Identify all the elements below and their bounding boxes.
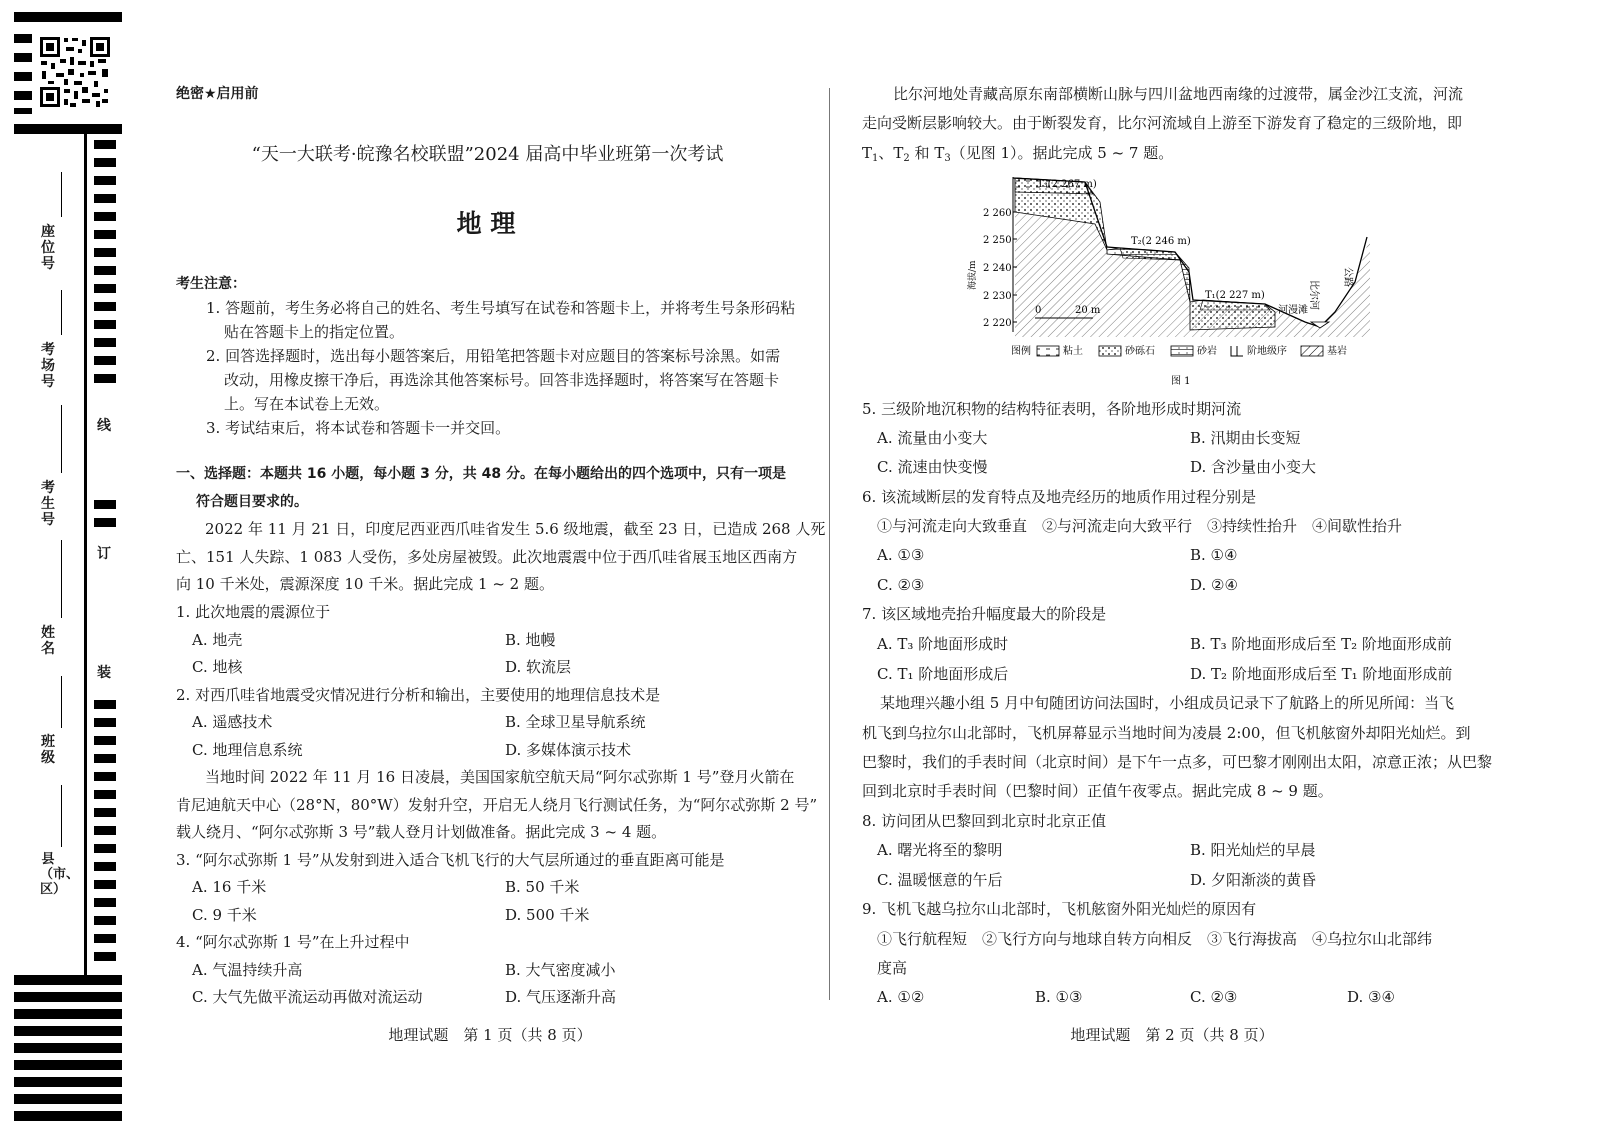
county-label: 县（市、区） <box>40 852 80 897</box>
q9-stem: 9. 飞机飞越乌拉尔山北部时，飞机舷窗外阳光灿烂的原因有 <box>862 900 1257 918</box>
q6-option-c[interactable]: C. ②③ <box>877 576 925 594</box>
notice-3: 3. 考试结束后，将本试卷和答题卡一并交回。 <box>206 419 511 437</box>
exam-title: “天一大联考·皖豫名校联盟”2024 届高中毕业班第一次考试 <box>251 144 724 165</box>
notice-1b: 贴在答题卡上的指定位置。 <box>224 323 405 341</box>
q6-option-b[interactable]: B. ①④ <box>1190 546 1238 564</box>
legend-gravel: 砂砾石 <box>1125 346 1155 357</box>
q2-option-d[interactable]: D. 多媒体演示技术 <box>505 741 632 759</box>
subject-title: 地 理 <box>456 209 516 238</box>
q4-option-b[interactable]: B. 大气密度减小 <box>505 961 616 979</box>
q9-statements-1: ①飞行航程短 ②飞行方向与地球自转方向相反 ③飞行海拔高 ④乌拉尔山北部纬 <box>877 930 1433 948</box>
legend-bedrock: 基岩 <box>1327 346 1347 357</box>
q5-option-d[interactable]: D. 含沙量由小变大 <box>1190 458 1317 476</box>
passage3-l3: $T_1$、$T_2$ 和 $T_3$（见图 1）。据此完成 5 ~ 7 题。 <box>862 144 1174 164</box>
passage1-l2: 亡、151 人失踪、1 083 人受伤，多处房屋被毁。此次地震震中位于西爪哇省展玉地区西南方 <box>176 548 798 566</box>
seat-label: 座位号 <box>41 224 55 272</box>
q9-option-a[interactable]: A. ①② <box>877 988 925 1006</box>
q5-stem: 5. 三级阶地沉积物的结构特征表明，各阶地形成时期河流 <box>862 400 1242 418</box>
examinee-label: 考生号 <box>41 480 55 528</box>
scale-zero: 0 <box>1035 305 1042 316</box>
t2-label: T₂(2 246 m) <box>1131 236 1191 247</box>
q9-option-b[interactable]: B. ①③ <box>1035 988 1083 1006</box>
y-axis-label: 海拔/m <box>968 260 978 290</box>
q3-stem: 3. “阿尔忒弥斯 1 号”从发射到进入适合飞机飞行的大气层所通过的垂直距离可能是 <box>176 851 725 869</box>
legend-title: 图例 <box>1011 346 1031 357</box>
q2-option-b[interactable]: B. 全球卫星导航系统 <box>505 713 646 731</box>
page2-footer: 地理试题 第 2 页（共 8 页） <box>1070 1026 1274 1044</box>
passage1-l1: 2022 年 11 月 21 日，印度尼西亚西爪哇省发生 5.6 级地震，截至 23 日，已造成 268 人死 <box>205 520 826 538</box>
tick-2220: 2 220 <box>983 318 1012 329</box>
q9-option-c[interactable]: C. ②③ <box>1190 988 1238 1006</box>
q7-stem: 7. 该区域地壳抬升幅度最大的阶段是 <box>862 605 1107 623</box>
q1-stem: 1. 此次地震的震源位于 <box>176 603 331 621</box>
floodplain-label: 河漫滩 <box>1278 305 1308 316</box>
q3-option-d[interactable]: D. 500 千米 <box>505 906 590 924</box>
notice-2a: 2. 回答选择题时，选出每小题答案后，用铅笔把答题卡对应题目的答案标号涂黑。如需 <box>206 347 781 365</box>
tick-2250: 2 250 <box>983 235 1012 246</box>
secret-label: 绝密★启用前 <box>176 86 259 102</box>
name-label: 姓名 <box>41 625 55 657</box>
passage2-l3: 载人绕月、“阿尔忒弥斯 3 号”载人登月计划做准备。据此完成 3 ~ 4 题。 <box>176 823 667 841</box>
q7-option-a[interactable]: A. T₃ 阶地面形成时 <box>877 635 1009 653</box>
passage1-l3: 向 10 千米处，震源深度 10 千米。据此完成 1 ~ 2 题。 <box>176 575 554 593</box>
legend-terrace: 阶地级序 <box>1247 346 1287 357</box>
notice-1a: 1. 答题前，考生务必将自己的姓名、考生号填写在试卷和答题卡上，并将考生号条形码粘 <box>206 299 796 317</box>
passage2-l1: 当地时间 2022 年 11 月 16 日凌晨，美国国家航空航天局“阿尔忒弥斯 1 号”登月火箭在 <box>205 768 795 786</box>
room-label: 考场号 <box>41 342 55 390</box>
q2-option-a[interactable]: A. 遥感技术 <box>192 713 273 731</box>
q4-option-c[interactable]: C. 大气先做平流运动再做对流运动 <box>192 988 423 1006</box>
passage4-l4: 回到北京时手表时间（巴黎时间）正值午夜零点。据此完成 8 ~ 9 题。 <box>862 782 1333 800</box>
t1-label: T₁(2 227 m) <box>1205 290 1265 301</box>
q3-option-b[interactable]: B. 50 千米 <box>505 878 580 896</box>
q1-option-b[interactable]: B. 地幔 <box>505 631 556 649</box>
class-label: 班级 <box>41 734 55 766</box>
passage4-l2: 机飞到乌拉尔山北部时，飞机屏幕显示当地时间为凌晨 2:00，但飞机舷窗外却阳光灿烂。到 <box>862 724 1471 742</box>
q8-option-c[interactable]: C. 温暖惬意的午后 <box>877 871 1003 889</box>
q5-option-c[interactable]: C. 流速由快变慢 <box>877 458 988 476</box>
q4-option-a[interactable]: A. 气温持续升高 <box>192 961 303 979</box>
figure-caption: 图 1 <box>1171 376 1191 387</box>
q9-option-d[interactable]: D. ③④ <box>1347 988 1395 1006</box>
q9-statements-2: 度高 <box>877 959 908 977</box>
passage3-l2: 走向受断层影响较大。由于断裂发育，比尔河流域自上游至下游发育了稳定的三级阶地，即 <box>862 114 1463 132</box>
notice-2b: 改动，用橡皮擦干净后，再选涂其他答案标号。回答非选择题时，将答案写在答题卡 <box>224 371 780 389</box>
q8-option-b[interactable]: B. 阳光灿烂的早晨 <box>1190 841 1316 859</box>
passage4-l1: 某地理兴趣小组 5 月中旬随团访问法国时，小组成员记录下了航路上的所见所闻：当飞 <box>880 694 1455 712</box>
passage2-l2: 肯尼迪航天中心（28°N，80°W）发射升空，开启无人绕月飞行测试任务，为“阿尔忒弥斯 2 号” <box>176 796 818 814</box>
q8-option-d[interactable]: D. 夕阳渐淡的黄昏 <box>1190 871 1317 889</box>
terrace-figure <box>968 172 1395 392</box>
q7-option-c[interactable]: C. T₁ 阶地面形成后 <box>877 665 1009 683</box>
scale-20m: 20 m <box>1075 305 1101 316</box>
line-mark: 线 <box>97 418 111 434</box>
legend-bedrock-swatch <box>1301 346 1323 356</box>
passage3-l1: 比尔河地处青藏高原东南部横断山脉与四川盆地西南缘的过渡带，属金沙江支流，河流 <box>893 85 1464 103</box>
river-label: 比尔河 <box>1308 280 1319 310</box>
notice-2c: 上。写在本试卷上无效。 <box>224 395 390 413</box>
notice-title: 考生注意： <box>176 276 246 292</box>
q6-option-d[interactable]: D. ②④ <box>1190 576 1238 594</box>
passage4-l3: 巴黎时，我们的手表时间（北京时间）是下午一点多，可巴黎才刚刚出太阳，凉意正浓；从巴黎 <box>862 753 1493 771</box>
q4-option-d[interactable]: D. 气压逐渐升高 <box>505 988 617 1006</box>
q2-stem: 2. 对西爪哇省地震受灾情况进行分析和输出，主要使用的地理信息技术是 <box>176 686 661 704</box>
page-divider <box>829 88 830 1000</box>
legend-clay: 粘土 <box>1063 346 1083 357</box>
q3-option-c[interactable]: C. 9 千米 <box>192 906 257 924</box>
q5-option-b[interactable]: B. 汛期由长变短 <box>1190 429 1301 447</box>
tick-2240: 2 240 <box>983 263 1012 274</box>
t3-label: T₃(2 267 m) <box>1037 179 1097 190</box>
road-label: 公路 <box>1342 267 1353 287</box>
q6-statements: ①与河流走向大致垂直 ②与河流走向大致平行 ③持续性抬升 ④间歇性抬升 <box>877 517 1403 535</box>
section-heading-1: 一、选择题：本题共 16 小题，每小题 3 分，共 48 分。在每小题给出的四个选项中，只有一项是 <box>176 466 786 482</box>
q8-option-a[interactable]: A. 曙光将至的黎明 <box>877 841 1003 859</box>
qr-code <box>38 35 112 109</box>
legend-clay-swatch <box>1037 346 1059 356</box>
legend-terrace-swatch <box>1231 346 1243 356</box>
q3-option-a[interactable]: A. 16 千米 <box>192 878 267 896</box>
q7-option-b[interactable]: B. T₃ 阶地面形成后至 T₂ 阶地面形成前 <box>1190 635 1452 653</box>
q1-option-a[interactable]: A. 地壳 <box>192 631 243 649</box>
section-heading-2: 符合题目要求的。 <box>196 494 308 510</box>
q6-option-a[interactable]: A. ①③ <box>877 546 925 564</box>
page1-footer: 地理试题 第 1 页（共 8 页） <box>388 1026 592 1044</box>
q4-stem: 4. “阿尔忒弥斯 1 号”在上升过程中 <box>176 933 410 951</box>
q1-option-c[interactable]: C. 地核 <box>192 658 243 676</box>
legend-gravel-swatch <box>1099 346 1121 356</box>
q6-stem: 6. 该流域断层的发育特点及地壳经历的地质作用过程分别是 <box>862 488 1257 506</box>
tick-2260: 2 260 <box>983 208 1012 219</box>
q8-stem: 8. 访问团从巴黎回到北京时北京正值 <box>862 812 1107 830</box>
q5-option-a[interactable]: A. 流量由小变大 <box>877 429 988 447</box>
legend-sandstone: 砂岩 <box>1197 346 1217 357</box>
zhuang-mark: 装 <box>97 665 111 681</box>
ding-mark: 订 <box>97 546 111 562</box>
q1-option-d[interactable]: D. 软流层 <box>505 658 572 676</box>
q7-option-d[interactable]: D. T₂ 阶地面形成后至 T₁ 阶地面形成前 <box>1190 665 1453 683</box>
tick-2230: 2 230 <box>983 291 1012 302</box>
legend-sandstone-swatch <box>1171 346 1193 356</box>
q2-option-c[interactable]: C. 地理信息系统 <box>192 741 303 759</box>
